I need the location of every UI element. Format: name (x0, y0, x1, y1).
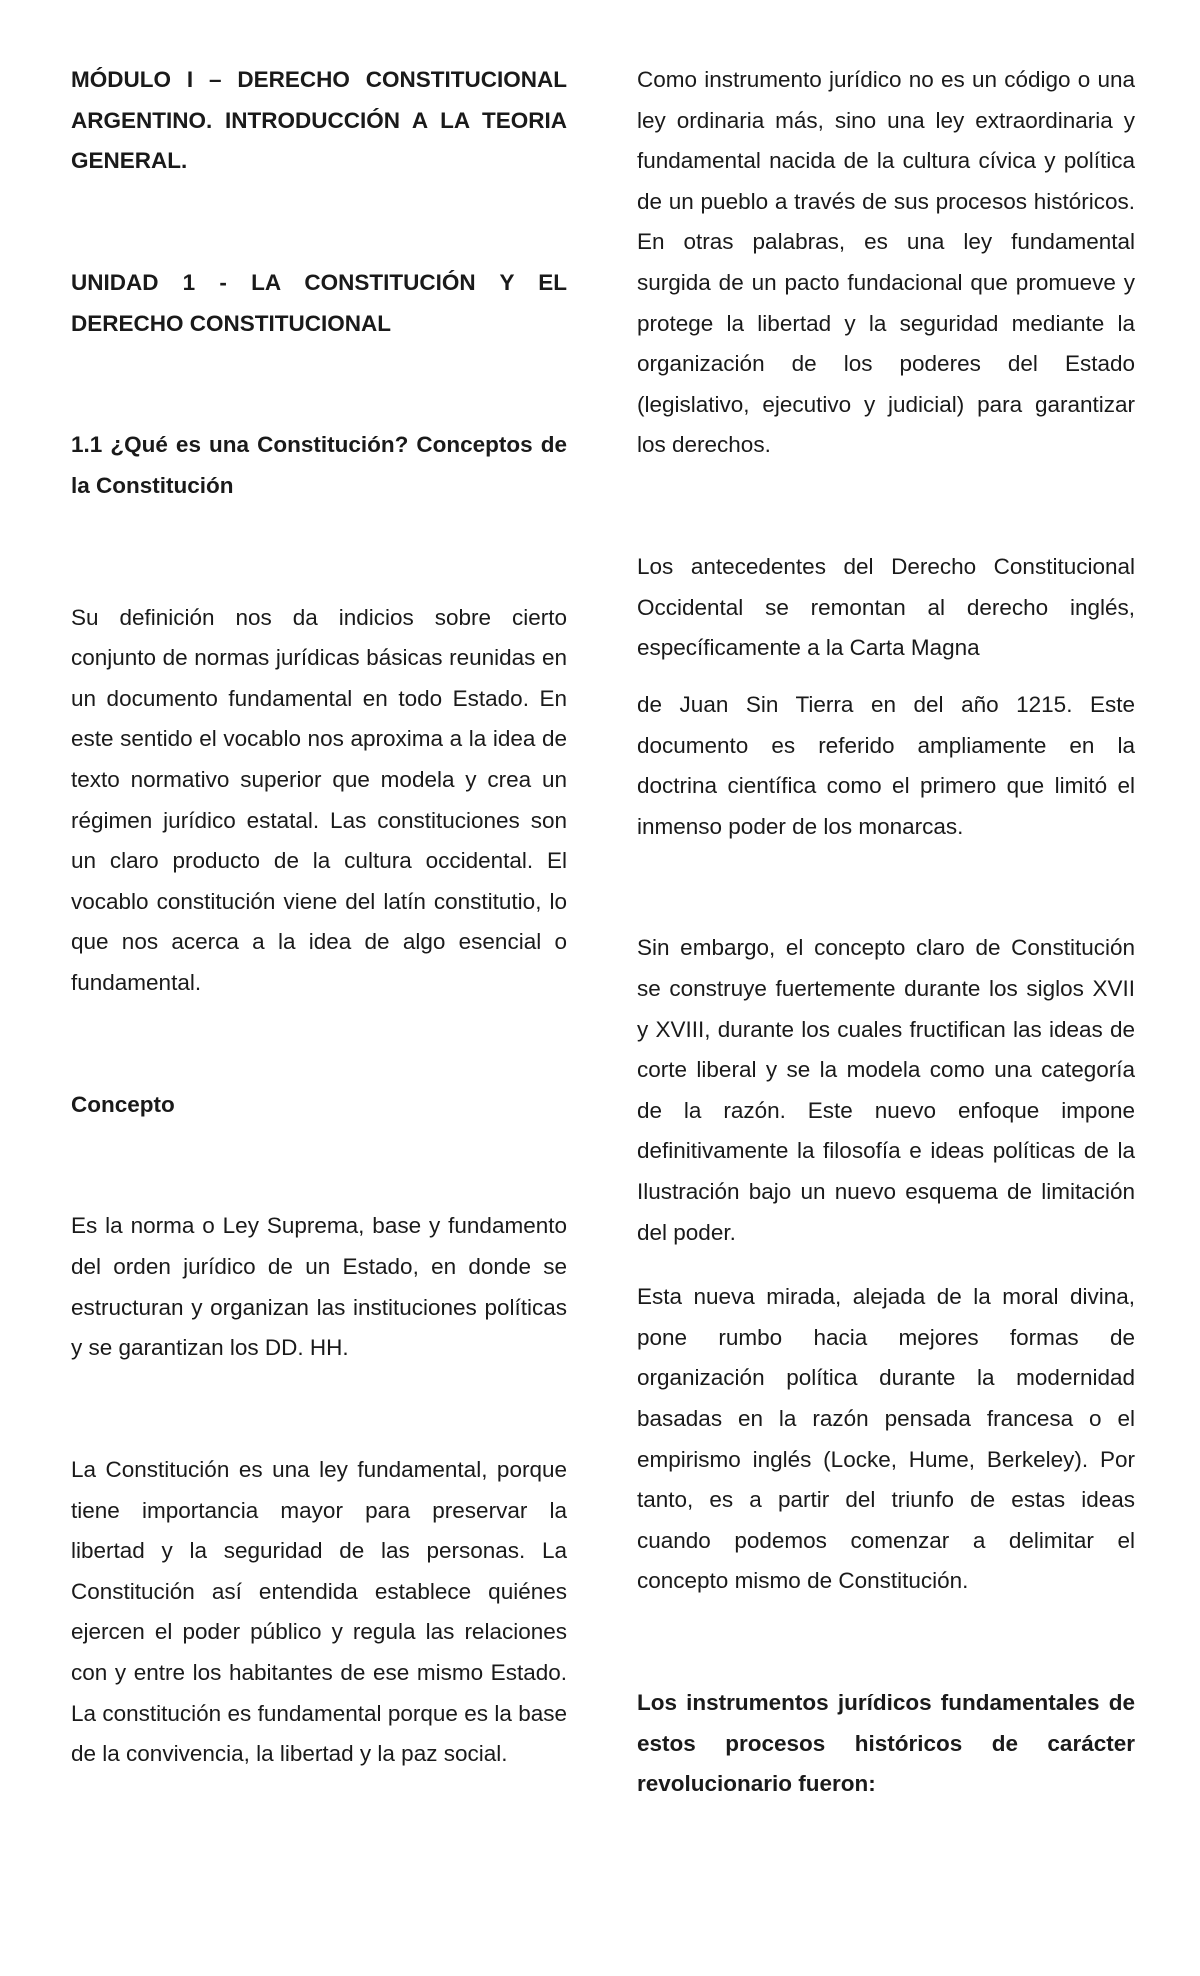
unit-heading: UNIDAD 1 - LA CONSTITUCIÓN Y EL DERECHO CONSTITUCIONAL (71, 269, 567, 336)
section-heading: 1.1 ¿Qué es una Constitución? Conceptos de la Constitución (71, 432, 567, 498)
paragraph-concept: Es la norma o Ley Suprema, base y fundamento del orden jurídico de un Estado, en donde se estructuran y organizan las instituciones políticas y se garantizan los DD. HH. (71, 1213, 567, 1361)
instruments-heading: Los instrumentos jurídicos fundamentales de estos procesos históricos de carácter revolucionario fueron: (637, 1690, 1135, 1797)
left-column (71, 60, 567, 1775)
paragraph-magna-carta: de Juan Sin Tierra en del año 1215. Este documento es referido ampliamente en la doctrina científica como el primero que limitó el inmenso poder de los monarcas. (637, 691, 1135, 839)
paragraph-new-view: Esta nueva mirada, alejada de la moral divina, pone rumbo hacia mejores formas de organización política durante la modernidad basadas en la razón pensada francesa o el empirismo inglés (Locke, Hume, Berkeley). Por tanto, es a partir del triunfo de estas ideas cuando podemos comenzar a delimitar el concepto mismo de Constitución. (637, 1284, 1135, 1594)
paragraph-fundamental: La Constitución es una ley fundamental, porque tiene importancia mayor para preservar la libertad y la seguridad de las personas. La Constitución así entendida establece quiénes ejercen el poder público y regula las relaciones con y entre los habitantes de ese mismo Estado. La constitución es fundamental porque es la base de la convivencia, la libertad y la paz social. (71, 1457, 567, 1767)
module-heading: MÓDULO I – DERECHO CONSTITUCIONAL ARGENTINO. INTRODUCCIÓN A LA TEORIA GENERAL. (71, 67, 567, 174)
right-column (637, 60, 1135, 1805)
paragraph-enlightenment: Sin embargo, el concepto claro de Constitución se construye fuertemente durante los siglos XVII y XVIII, durante los cuales fructifican las ideas de corte liberal y se la modela como una categoría de la razón. Este nuevo enfoque impone definitivamente la filosofía e ideas políticas de la Ilustración bajo un nuevo esquema de limitación del poder. (637, 935, 1135, 1245)
paragraph-instrument: Como instrumento jurídico no es un código o una ley ordinaria más, sino una ley extraordinaria y fundamental nacida de la cultura cívica y política de un pueblo a través de sus procesos históricos. En otras palabras, es una ley fundamental surgida de un pacto fundacional que promueve y protege la libertad y la seguridad mediante la organización de los poderes del Estado (legislativo, ejecutivo y judicial) para garantizar los derechos. (637, 67, 1135, 458)
paragraph-antecedents: Los antecedentes del Derecho Constitucional Occidental se remontan al derecho inglés, específicamente a la Carta Magna (637, 554, 1135, 661)
paragraph-definition: Su definición nos da indicios sobre cierto conjunto de normas jurídicas básicas reunidas en un documento fundamental en todo Estado. En este sentido el vocablo nos aproxima a la idea de texto normativo superior que modela y crea un régimen jurídico estatal. Las constituciones son un claro producto de la cultura occidental. El vocablo constitución viene del latín constitutio, lo que nos acerca a la idea de algo esencial o fundamental. (71, 604, 567, 995)
concept-heading: Concepto (71, 1091, 175, 1117)
